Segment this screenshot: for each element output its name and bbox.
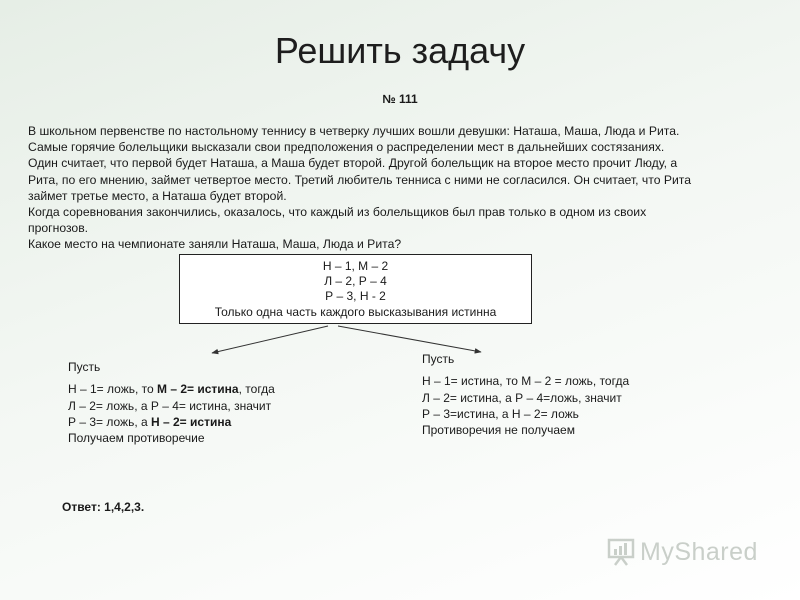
statement-line: Один считает, что первой будет Наташа, а Маша будет второй. Другой болельщик на второе место прочит Люду, а [28, 156, 678, 171]
problem-number: № 111 [382, 92, 418, 106]
statement-line: Рита, по его мнению, займет четвертое место. Третий любитель тенниса с ними не согласился. Он считает, что Рита [28, 172, 692, 187]
statement-line: прогнозов. [28, 221, 89, 236]
case-left-line: Н – 1= ложь, то М – 2= истина, тогда [68, 382, 275, 397]
case-right-line: Н – 1= истина, то М – 2 = ложь, тогда [422, 374, 630, 389]
answer: Ответ: 1,4,2,3. [62, 500, 145, 514]
presentation-board-icon [606, 537, 636, 567]
statement-line: Когда соревнования закончились, оказалось, что каждый из болельщиков был прав только в одном из своих [28, 205, 647, 220]
arrow-right [338, 326, 481, 352]
summary-line: Л – 2, Р – 4 [324, 274, 387, 289]
watermark [606, 537, 758, 567]
statement-line: Какое место на чемпионате заняли Наташа, Маша, Люда и Рита? [28, 237, 402, 252]
case-left [68, 359, 275, 446]
summary-line: Р – 3, Н - 2 [325, 289, 386, 304]
statement-line: Самые горячие болельщики высказали свои предположения о распределении мест в дальнейших состязаниях. [28, 140, 665, 155]
case-left-conclusion: Получаем противоречие [68, 431, 205, 446]
case-right-line: Л – 2= истина, а Р – 4=ложь, значит [422, 390, 622, 405]
arrow-left [212, 326, 328, 353]
case-right-conclusion: Противоречия не получаем [422, 423, 575, 438]
summary-rule: Только одна часть каждого высказывания истинна [214, 304, 497, 319]
case-right-let: Пусть [422, 352, 455, 366]
case-left-line: Р – 3= ложь, а Н – 2= истина [68, 414, 232, 429]
watermark-text: MyShared [640, 537, 758, 566]
page-title: Решить задачу [274, 30, 526, 71]
summary-line: Н – 1, М – 2 [322, 259, 389, 273]
case-left-line: Л – 2= ложь, а Р – 4= истина, значит [68, 398, 272, 413]
statement-line: займет третье место, а Наташа будет второй. [28, 188, 287, 203]
case-right-line: Р – 3=истина, а Н – 2= ложь [422, 406, 579, 421]
case-right [422, 351, 629, 438]
statement-line: В школьном первенстве по настольному теннису в четверку лучших вошли девушки: Наташа, Маша, Люда и Рита. [28, 124, 680, 138]
case-left-let: Пусть [68, 360, 101, 374]
